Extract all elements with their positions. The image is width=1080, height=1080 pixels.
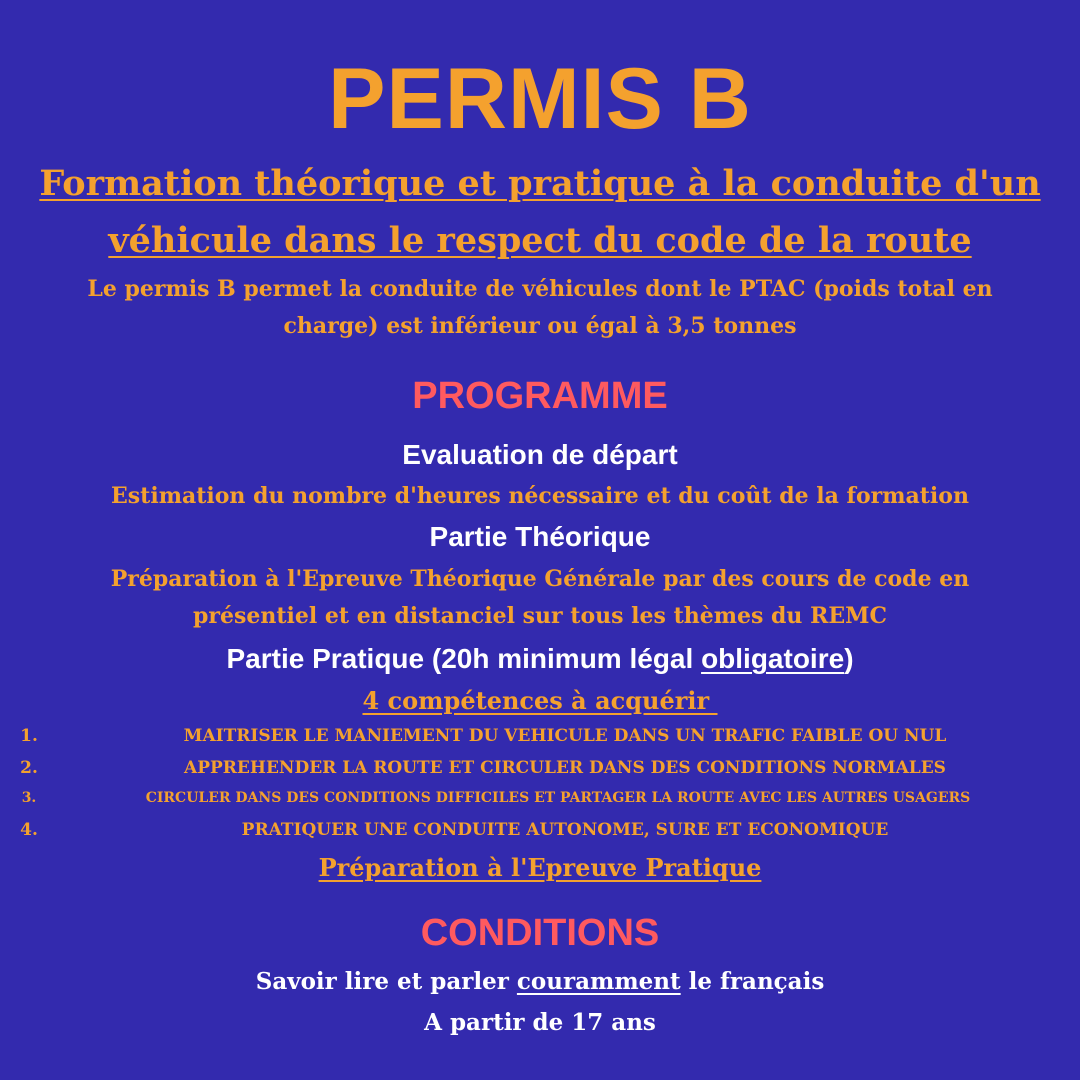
theory-title: Partie Théorique xyxy=(429,521,651,552)
language-condition xyxy=(0,968,1080,995)
practice-title xyxy=(0,643,1080,675)
conditions-heading: CONDITIONS xyxy=(420,912,660,954)
subtitle-line-1: Formation théorique et pratique à la conduite d'un xyxy=(39,163,1041,204)
practice-title-start: Partie Pratique (20h minimum légal xyxy=(226,643,702,674)
language-condition-start: Savoir lire et parler xyxy=(255,968,517,995)
subtitle-line-2: véhicule dans le respect du code de la route xyxy=(108,220,972,261)
evaluation-title: Evaluation de départ xyxy=(402,439,678,470)
theory-text-line-2: présentiel et en distanciel sur tous les thèmes du REMC xyxy=(193,603,887,629)
page-title: PERMIS B xyxy=(328,51,752,147)
practice-title-end: ) xyxy=(844,643,854,674)
skill-item xyxy=(0,726,1080,752)
skill-text: PRATIQUER UNE CONDUITE AUTONOME, SURE ET ECONOMIQUE xyxy=(241,820,889,840)
skill-text: MAITRISER LE MANIEMENT DU VEHICULE DANS UN TRAFIC FAIBLE OU NUL xyxy=(183,726,947,746)
programme-heading: PROGRAMME xyxy=(412,375,668,417)
language-condition-end: le français xyxy=(680,968,825,995)
description-line-1: Le permis B permet la conduite de véhicules dont le PTAC (poids total en xyxy=(87,276,993,302)
skill-number: 2. xyxy=(20,758,38,778)
theory-text-line-1: Préparation à l'Epreuve Théorique Générale par des cours de code en xyxy=(110,566,970,592)
practice-title-underlined: obligatoire xyxy=(701,643,845,674)
skill-number: 1. xyxy=(20,726,38,746)
skill-item xyxy=(0,790,1080,816)
evaluation-text: Estimation du nombre d'heures nécessaire et du coût de la formation xyxy=(111,483,969,509)
skill-text: CIRCULER DANS DES CONDITIONS DIFFICILES ET PARTAGER LA ROUTE AVEC LES AUTRES USAGERS xyxy=(145,790,971,806)
skill-text: APPREHENDER LA ROUTE ET CIRCULER DANS DES CONDITIONS NORMALES xyxy=(184,758,946,778)
skill-item xyxy=(0,758,1080,784)
practice-exam-prep: Préparation à l'Epreuve Pratique xyxy=(318,853,762,882)
skill-item xyxy=(0,820,1080,846)
skill-number: 4. xyxy=(20,820,38,840)
skills-heading: 4 compétences à acquérir xyxy=(362,686,718,715)
age-condition: A partir de 17 ans xyxy=(424,1009,656,1036)
language-condition-underlined: couramment xyxy=(516,968,681,995)
skill-number: 3. xyxy=(21,790,37,806)
description-line-2: charge) est inférieur ou égal à 3,5 tonnes xyxy=(283,313,797,339)
